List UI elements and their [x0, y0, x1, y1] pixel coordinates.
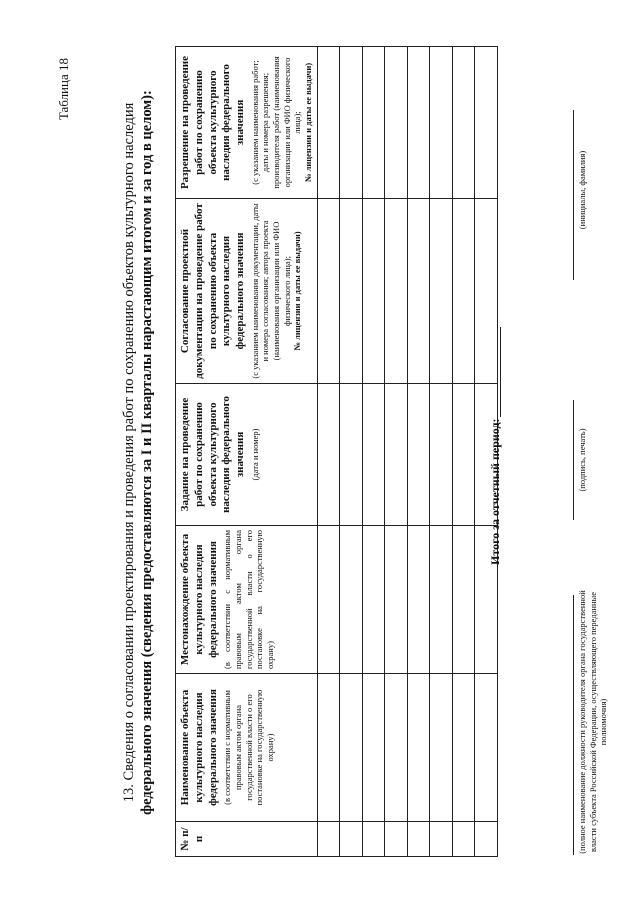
table-cell: [385, 674, 408, 822]
header-permit-note: (с указанием наименования работ; даты и номера разрешения; производителя работ (наименования организации или ФИО физического лица);: [249, 56, 303, 189]
table-cell: [340, 47, 363, 199]
table-row: [407, 47, 430, 857]
official-position-line: [573, 595, 574, 855]
table-cell: [407, 526, 430, 674]
table-cell: [362, 822, 385, 857]
table-cell: [407, 47, 430, 199]
table-row: [340, 47, 363, 857]
table-cell: [340, 199, 363, 384]
table-cell: [362, 199, 385, 384]
table-cell: [340, 526, 363, 674]
full-name-line: [573, 110, 574, 280]
heading-line-1: 13. Сведения о согласовании проектирования и проведения работ по сохранению объектов культурного наследия: [121, 102, 137, 803]
table-cell: [475, 47, 498, 199]
header-location-title: Местонахождение объекта культурного наследия федерального значения: [179, 533, 219, 666]
table-cell: [430, 199, 453, 384]
table-cell: [340, 674, 363, 822]
header-task: [176, 384, 318, 526]
table-cell: [475, 822, 498, 857]
table-cell: [407, 384, 430, 526]
document-heading: [120, 30, 156, 875]
table-cell: [317, 822, 340, 857]
table-cell: [430, 47, 453, 199]
table-cell: [340, 822, 363, 857]
table-cell: [430, 384, 453, 526]
header-location-note: (в соответствии с нормативным правовым актом органа государственной власти о его постановке на государственную охрану): [222, 530, 275, 669]
header-object-name-note: (в соответствии с нормативным правовым актом органа государственной власти о его постановке на государственную охрану): [222, 689, 275, 806]
table-header-row: [176, 47, 318, 857]
table-cell: [385, 384, 408, 526]
header-number-title: № п/п: [179, 827, 205, 851]
table-body: [317, 47, 497, 857]
table-cell: [385, 822, 408, 857]
header-approval-note: (с указанием наименования документации, даты и номера согласования; автора проекта (наименования организации или ФИО физического лица);: [249, 203, 292, 379]
official-position-caption: (полное наименование должности руководителя органа государственной власти субъекта Российской Федерации, осуществляющего переданные полномочия): [577, 590, 609, 854]
table-cell: [452, 822, 475, 857]
table-row: [430, 47, 453, 857]
header-object-name-title: Наименование объекта культурного наследия федерального значения: [179, 689, 219, 806]
table-cell: [452, 384, 475, 526]
header-approval-note-license: № лицензии и даты ее выдачи): [292, 231, 303, 351]
works-table: [175, 46, 498, 857]
signature-caption: (подпись, печать): [577, 428, 587, 492]
table-cell: [430, 822, 453, 857]
signature-line: [573, 400, 574, 520]
table-cell: [385, 199, 408, 384]
table-cell: [452, 674, 475, 822]
table-cell: [317, 674, 340, 822]
header-permit-note-license: № лицензии и даты ее выдачи): [302, 62, 313, 183]
table-row: [385, 47, 408, 857]
table-cell: [317, 526, 340, 674]
period-total-line: [500, 327, 501, 417]
table-cell: [362, 674, 385, 822]
table-cell: [430, 674, 453, 822]
period-total-label: Итого за отчетный период:: [488, 418, 502, 565]
header-permit: [176, 47, 318, 199]
heading-line-2: федерального значения (сведения предоставляются за I и II кварталы нарастающим итогом и за год в целом):: [139, 90, 156, 815]
table-cell: [362, 526, 385, 674]
table-cell: [362, 384, 385, 526]
table-row: [362, 47, 385, 857]
table-cell: [340, 384, 363, 526]
header-task-note: (дата и номер): [249, 428, 260, 481]
header-permit-title: Разрешение на проведение работ по сохранению объекта культурного наследия федерального значения: [179, 55, 246, 190]
header-approval-title: Согласование проектной документации на проведение работ по сохранению объекта культурного наследия федерального значения: [179, 203, 246, 379]
table-cell: [362, 47, 385, 199]
header-number: [176, 822, 318, 857]
header-object-name: [176, 674, 318, 822]
table-cell: [475, 674, 498, 822]
table-cell: [407, 199, 430, 384]
table-number: Таблица 18: [56, 58, 71, 121]
table-cell: [385, 526, 408, 674]
header-approval: [176, 199, 318, 384]
table-cell: [385, 47, 408, 199]
header-task-title: Задание на проведение работ по сохранению объекта культурного наследия федерального значения: [179, 396, 246, 513]
table-cell: [475, 199, 498, 384]
table-cell: [452, 526, 475, 674]
table-cell: [407, 822, 430, 857]
table-cell: [430, 526, 453, 674]
table-cell: [452, 47, 475, 199]
table-cell: [317, 199, 340, 384]
table-cell: [317, 47, 340, 199]
table-cell: [407, 674, 430, 822]
full-name-caption: (инициалы, фамилия): [577, 150, 587, 230]
table-cell: [317, 384, 340, 526]
table-cell: [452, 199, 475, 384]
header-location: [176, 526, 318, 674]
table-row: [452, 47, 475, 857]
table-row: [317, 47, 340, 857]
